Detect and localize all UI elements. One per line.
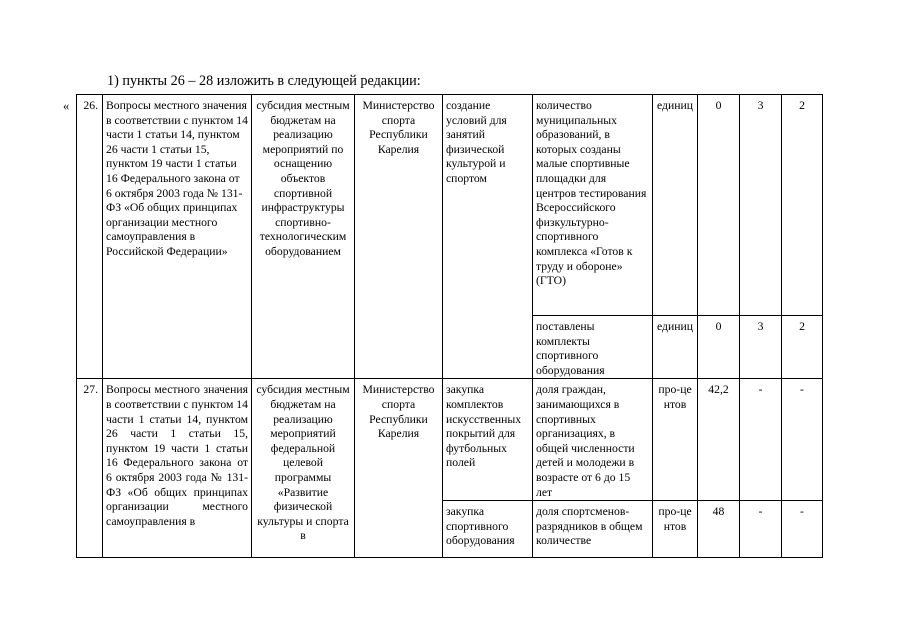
unit-cell: единиц bbox=[653, 95, 698, 316]
value-cell: 0 bbox=[698, 95, 740, 316]
opening-quote-mark: « bbox=[63, 99, 70, 113]
value-cell: 2 bbox=[782, 95, 823, 316]
goal-cell: создание условий для занятий физической культурой и спортом bbox=[443, 95, 533, 379]
goal-cell: закупка спортивного оборудования bbox=[443, 501, 533, 558]
value-cell: 48 bbox=[698, 501, 740, 558]
value-cell: 42,2 bbox=[698, 379, 740, 501]
ministry-cell: Министерство спорта Республики Карелия bbox=[355, 379, 443, 558]
indicator-cell: доля граждан, занимающихся в спортивных организациях, в общей численности детей и молодежи в возрасте от 6 до 15 лет bbox=[533, 379, 653, 501]
table-row bbox=[77, 95, 823, 316]
issues-cell: Вопросы местного значения в соответствии с пунктом 14 части 1 статьи 14, пунктом 26 части 1 статьи 15, пунктом 19 части 1 статьи 16 Федерального закона от 6 октября 2003 года № 131-ФЗ «Об общих принципах организации местного самоуправления в bbox=[103, 379, 252, 558]
unit-cell: про-центов bbox=[653, 379, 698, 501]
indicator-cell: поставлены комплекты спортивного оборудования bbox=[533, 316, 653, 379]
value-cell: 2 bbox=[782, 316, 823, 379]
table-row bbox=[77, 379, 823, 501]
value-cell: 3 bbox=[740, 316, 782, 379]
issues-cell: Вопросы местного значения в соответствии с пунктом 14 части 1 статьи 14, пунктом 26 части 1 статьи 15, пунктом 19 части 1 статьи 16 Федерального закона от 6 октября 2003 года № 131-ФЗ «Об общих принципах организации местного самоуправления в Российской Федерации» bbox=[103, 95, 252, 379]
value-cell: 3 bbox=[740, 95, 782, 316]
value-cell: - bbox=[782, 501, 823, 558]
value-cell: - bbox=[740, 501, 782, 558]
ministry-cell: Министерство спорта Республики Карелия bbox=[355, 95, 443, 379]
subsidy-cell: субсидия местным бюджетам на реализацию мероприятий федеральной целевой программы «Развитие физической культуры и спорта в bbox=[252, 379, 355, 558]
row-number: 26. bbox=[77, 95, 103, 379]
unit-cell: про-центов bbox=[653, 501, 698, 558]
row-number: 27. bbox=[77, 379, 103, 558]
value-cell: 0 bbox=[698, 316, 740, 379]
value-cell: - bbox=[782, 379, 823, 501]
subsidy-cell: субсидия местным бюджетам на реализацию мероприятий по оснащению объектов спортивной инфраструктуры спортивно-технологическим оборудованием bbox=[252, 95, 355, 379]
amendment-intro: 1) пункты 26 – 28 изложить в следующей редакции: bbox=[107, 73, 421, 89]
goal-cell: закупка комплектов искусственных покрытий для футбольных полей bbox=[443, 379, 533, 501]
value-cell: - bbox=[740, 379, 782, 501]
indicator-cell: количество муниципальных образований, в которых созданы малые спортивные площадки для центров тестирования Всероссийского физкультурно-спортивного комплекса «Готов к труду и обороне» (ГТО) bbox=[533, 95, 653, 316]
unit-cell: единиц bbox=[653, 316, 698, 379]
indicator-cell: доля спортсменов-разрядников в общем количестве bbox=[533, 501, 653, 558]
subsidy-table bbox=[76, 94, 823, 558]
